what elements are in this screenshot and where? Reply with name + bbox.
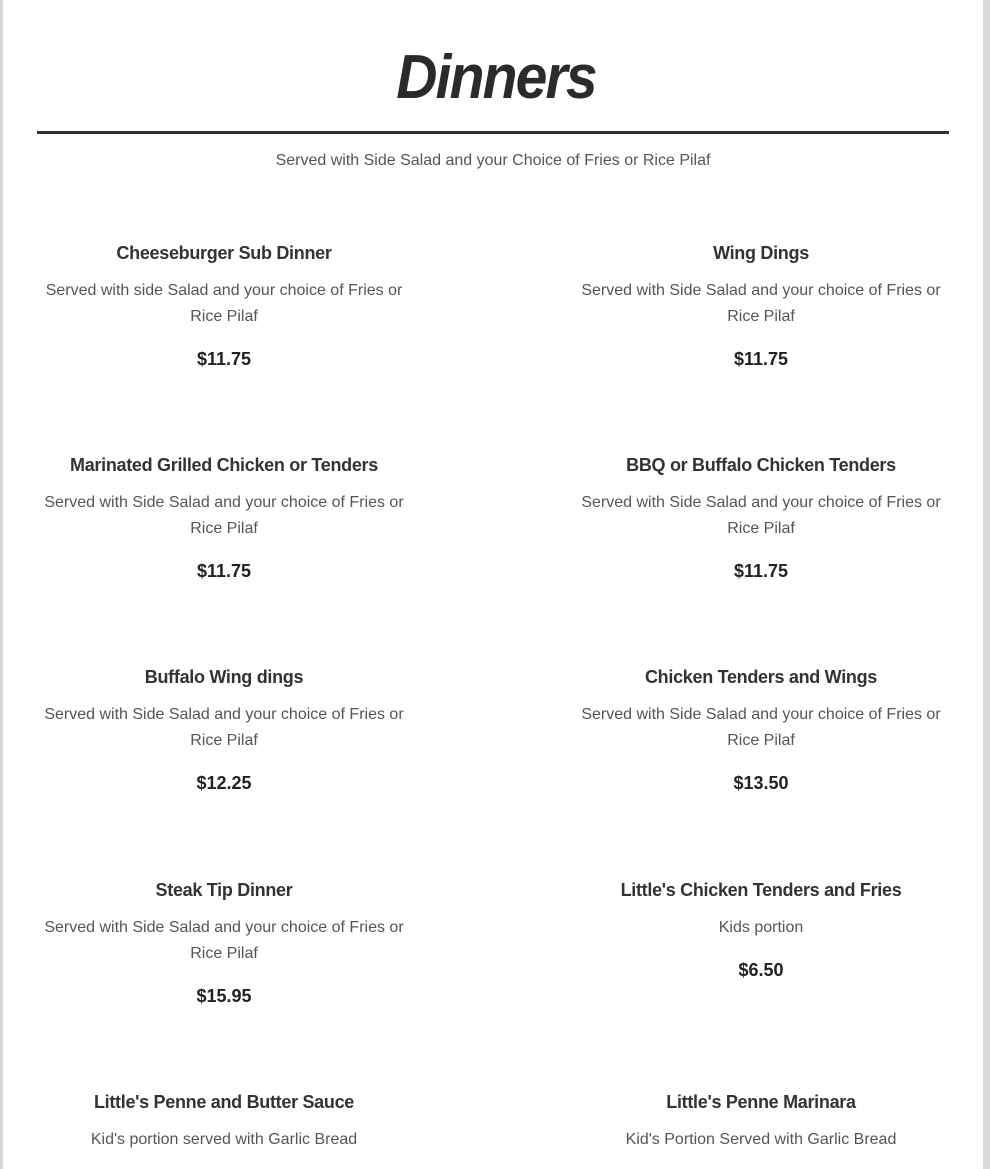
menu-item-description: Kids portion xyxy=(718,919,804,936)
menu-item-price: $11.75 xyxy=(196,349,252,369)
menu-item-cheeseburger-sub-dinner xyxy=(39,242,409,370)
menu-item-price: $12.25 xyxy=(196,773,252,793)
menu-item-name: Marinated Grilled Chicken or Tenders xyxy=(70,455,378,475)
menu-item-name: Wing Dings xyxy=(713,243,809,263)
menu-item-description: Kid's portion served with Garlic Bread xyxy=(90,1131,358,1148)
menu-item-name: Cheeseburger Sub Dinner xyxy=(116,243,332,263)
menu-item-description: Served with Side Salad and your choice of Fries or Rice Pilaf xyxy=(44,706,404,749)
menu-item-name: BBQ or Buffalo Chicken Tenders xyxy=(626,455,896,475)
menu-item-description: Served with Side Salad and your choice of Fries or Rice Pilaf xyxy=(581,706,941,749)
menu-item-price: $15.95 xyxy=(196,986,252,1006)
menu-item-price: $11.75 xyxy=(733,349,789,369)
menu-item-name: Steak Tip Dinner xyxy=(155,880,293,900)
menu-item-description: Served with Side Salad and your choice of Fries or Rice Pilaf xyxy=(581,282,941,325)
menu-item-description: Kid's Portion Served with Garlic Bread xyxy=(625,1131,897,1148)
menu-item-chicken-tenders-and-wings xyxy=(576,666,946,794)
menu-item-littles-chicken-tenders xyxy=(576,879,946,981)
menu-item-marinated-grilled-chicken xyxy=(39,454,409,582)
menu-page xyxy=(3,0,983,1169)
menu-item-buffalo-wing-dings xyxy=(39,666,409,794)
menu-item-steak-tip-dinner xyxy=(39,879,409,1007)
menu-item-description: Served with Side Salad and your choice of Fries or Rice Pilaf xyxy=(581,494,941,537)
menu-item-name: Little's Penne and Butter Sauce xyxy=(93,1092,355,1112)
menu-item-description: Served with Side Salad and your choice of Fries or Rice Pilaf xyxy=(44,919,404,962)
menu-item-price: $11.75 xyxy=(196,561,252,581)
menu-item-wing-dings xyxy=(576,242,946,370)
menu-item-name: Little's Chicken Tenders and Fries xyxy=(620,880,902,900)
menu-item-description: Served with side Salad and your choice of Fries or Rice Pilaf xyxy=(45,282,403,325)
section-subtitle: Served with Side Salad and your Choice of Fries or Rice Pilaf xyxy=(275,152,711,169)
title-divider xyxy=(37,131,949,134)
menu-item-price: $11.75 xyxy=(733,561,789,581)
menu-item-name: Chicken Tenders and Wings xyxy=(644,667,878,687)
menu-item-price: $13.50 xyxy=(733,773,789,793)
page-title: Dinners xyxy=(396,43,596,112)
menu-item-name: Buffalo Wing dings xyxy=(144,667,304,687)
menu-item-description: Served with Side Salad and your choice of Fries or Rice Pilaf xyxy=(44,494,404,537)
menu-item-name: Little's Penne Marinara xyxy=(666,1092,856,1112)
menu-item-bbq-buffalo-tenders xyxy=(576,454,946,582)
menu-item-littles-penne-marinara xyxy=(576,1091,946,1153)
menu-item-littles-penne-butter xyxy=(39,1091,409,1153)
menu-item-price: $6.50 xyxy=(738,960,784,980)
